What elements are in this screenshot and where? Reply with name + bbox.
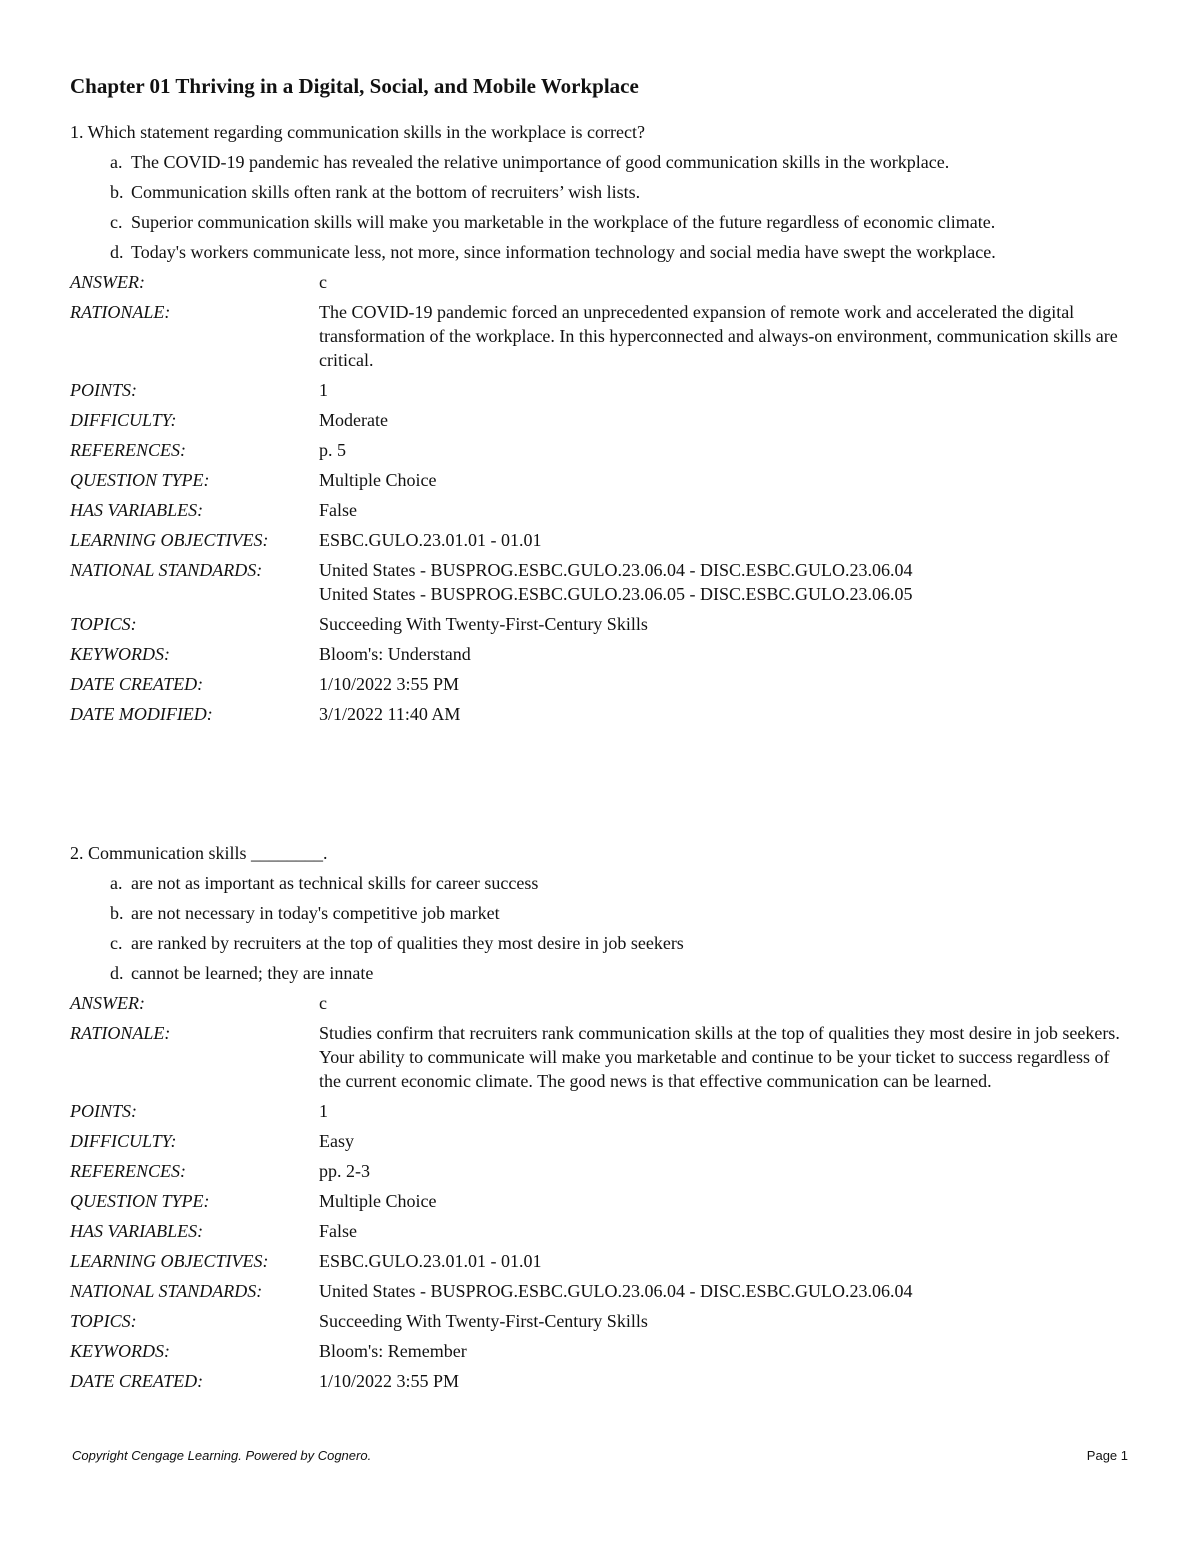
question-stem: 2. Communication skills ________. — [70, 843, 328, 863]
answer-row — [70, 270, 1140, 294]
question-type-label: QUESTION TYPE: — [70, 470, 210, 490]
learning-objectives-label: LEARNING OBJECTIVES: — [70, 1251, 269, 1271]
has-variables-row — [70, 498, 1140, 522]
question-type-value: Multiple Choice — [319, 1191, 437, 1211]
question-type-row — [70, 1189, 1140, 1213]
difficulty-label: DIFFICULTY: — [70, 1131, 177, 1151]
choice-a — [110, 150, 1140, 174]
national-standards-label: NATIONAL STANDARDS: — [70, 560, 263, 580]
choice-d — [110, 240, 1140, 264]
national-standards-label: NATIONAL STANDARDS: — [70, 1281, 263, 1301]
question-2 — [70, 841, 1140, 1399]
choice-text: cannot be learned; they are innate — [131, 963, 374, 983]
choice-b — [110, 901, 1140, 925]
choice-letter: c. — [110, 212, 123, 232]
points-row — [70, 378, 1140, 402]
date-created-row — [70, 1369, 1140, 1393]
rationale-label: RATIONALE: — [70, 1023, 171, 1043]
keywords-row — [70, 1339, 1140, 1363]
choice-letter: b. — [110, 182, 124, 202]
has-variables-label: HAS VARIABLES: — [70, 1221, 204, 1241]
topics-row — [70, 1309, 1140, 1333]
national-standard-item: United States - BUSPROG.ESBC.GULO.23.06.05 - DISC.ESBC.GULO.23.06.05 — [319, 584, 913, 604]
has-variables-value: False — [319, 1221, 357, 1241]
national-standards-row — [70, 558, 1140, 606]
rationale-value: The COVID-19 pandemic forced an unprecedented expansion of remote work and accelerated the digital transformation of the workplace. In this hyperconnected and always-on environment, communication skills are critical. — [319, 302, 1118, 370]
date-created-value: 1/10/2022 3:55 PM — [319, 1371, 460, 1391]
choice-a — [110, 871, 1140, 895]
choice-letter: b. — [110, 903, 124, 923]
choice-text: Communication skills often rank at the bottom of recruiters’ wish lists. — [131, 182, 641, 202]
keywords-label: KEYWORDS: — [70, 1341, 170, 1361]
date-modified-row — [70, 702, 1140, 726]
difficulty-row — [70, 408, 1140, 432]
choice-text: Today's workers communicate less, not more, since information technology and social media have swept the workplace. — [131, 242, 996, 262]
topics-value: Succeeding With Twenty-First-Century Skills — [319, 1311, 648, 1331]
rationale-row — [70, 1021, 1140, 1093]
keywords-label: KEYWORDS: — [70, 644, 170, 664]
difficulty-value: Moderate — [319, 410, 388, 430]
difficulty-label: DIFFICULTY: — [70, 410, 177, 430]
references-label: REFERENCES: — [70, 1161, 186, 1181]
choice-text: The COVID-19 pandemic has revealed the relative unimportance of good communication skills in the workplace. — [131, 152, 950, 172]
has-variables-value: False — [319, 500, 357, 520]
choice-letter: a. — [110, 152, 123, 172]
date-created-label: DATE CREATED: — [70, 1371, 204, 1391]
references-value: pp. 2-3 — [319, 1161, 370, 1181]
choice-c — [110, 210, 1140, 234]
rationale-value: Studies confirm that recruiters rank communication skills at the top of qualities they most desire in job seekers. Your ability to communicate will make you marketable and continue to be your ticket to success regardless of the current economic climate. The good news is that effective communication can be learned. — [319, 1023, 1120, 1091]
references-row — [70, 438, 1140, 462]
question-stem: 1. Which statement regarding communication skills in the workplace is correct? — [70, 122, 645, 142]
topics-label: TOPICS: — [70, 614, 137, 634]
learning-objectives-row — [70, 528, 1140, 552]
choice-d — [110, 961, 1140, 985]
choice-b — [110, 180, 1140, 204]
national-standards-row — [70, 1279, 1140, 1303]
choice-text: are ranked by recruiters at the top of qualities they most desire in job seekers — [131, 933, 684, 953]
choice-letter: d. — [110, 242, 124, 262]
date-modified-label: DATE MODIFIED: — [70, 704, 213, 724]
has-variables-row — [70, 1219, 1140, 1243]
keywords-value: Bloom's: Understand — [319, 644, 471, 664]
answer-value: c — [319, 272, 327, 292]
question-type-label: QUESTION TYPE: — [70, 1191, 210, 1211]
page-title: Chapter 01 Thriving in a Digital, Social, and Mobile Workplace — [70, 74, 639, 98]
page-number: Page 1 — [1086, 1448, 1128, 1463]
date-created-label: DATE CREATED: — [70, 674, 204, 694]
references-row — [70, 1159, 1140, 1183]
date-created-row — [70, 672, 1140, 696]
national-standards-value — [319, 1279, 1134, 1303]
date-created-value: 1/10/2022 3:55 PM — [319, 674, 460, 694]
keywords-value: Bloom's: Remember — [319, 1341, 467, 1361]
national-standard-item: United States - BUSPROG.ESBC.GULO.23.06.04 - DISC.ESBC.GULO.23.06.04 — [319, 1281, 913, 1301]
copyright-text: Copyright Cengage Learning. Powered by Cognero. — [72, 1448, 372, 1463]
points-label: POINTS: — [70, 1101, 137, 1121]
choice-text: are not as important as technical skills for career success — [131, 873, 539, 893]
answer-value: c — [319, 993, 327, 1013]
rationale-row — [70, 300, 1140, 372]
choice-letter: d. — [110, 963, 124, 983]
difficulty-value: Easy — [319, 1131, 354, 1151]
answer-label: ANSWER: — [70, 993, 145, 1013]
topics-row — [70, 612, 1140, 636]
choice-c — [110, 931, 1140, 955]
references-label: REFERENCES: — [70, 440, 186, 460]
question-type-row — [70, 468, 1140, 492]
points-value: 1 — [319, 1101, 328, 1121]
points-value: 1 — [319, 380, 328, 400]
date-modified-value: 3/1/2022 11:40 AM — [319, 704, 461, 724]
references-value: p. 5 — [319, 440, 346, 460]
points-label: POINTS: — [70, 380, 137, 400]
choice-letter: c. — [110, 933, 123, 953]
choice-text: Superior communication skills will make you marketable in the workplace of the future regardless of economic climate. — [131, 212, 996, 232]
difficulty-row — [70, 1129, 1140, 1153]
topics-value: Succeeding With Twenty-First-Century Skills — [319, 614, 648, 634]
question-1 — [70, 120, 1140, 732]
question-type-value: Multiple Choice — [319, 470, 437, 490]
national-standards-value — [319, 558, 1134, 606]
keywords-row — [70, 642, 1140, 666]
answer-label: ANSWER: — [70, 272, 145, 292]
national-standard-item: United States - BUSPROG.ESBC.GULO.23.06.04 - DISC.ESBC.GULO.23.06.04 — [319, 560, 913, 580]
topics-label: TOPICS: — [70, 1311, 137, 1331]
choice-text: are not necessary in today's competitive job market — [131, 903, 500, 923]
answer-row — [70, 991, 1140, 1015]
points-row — [70, 1099, 1140, 1123]
has-variables-label: HAS VARIABLES: — [70, 500, 204, 520]
learning-objectives-row — [70, 1249, 1140, 1273]
choice-letter: a. — [110, 873, 123, 893]
learning-objectives-value: ESBC.GULO.23.01.01 - 01.01 — [319, 530, 542, 550]
rationale-label: RATIONALE: — [70, 302, 171, 322]
learning-objectives-label: LEARNING OBJECTIVES: — [70, 530, 269, 550]
learning-objectives-value: ESBC.GULO.23.01.01 - 01.01 — [319, 1251, 542, 1271]
